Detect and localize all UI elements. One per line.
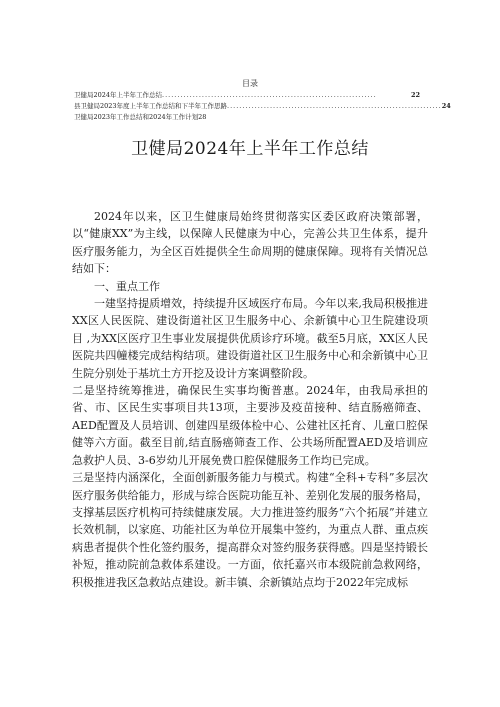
toc-leader-dots: ...................................................................... [162, 91, 377, 99]
toc-page-number: 24 [441, 102, 451, 110]
table-of-contents [74, 90, 451, 123]
document-title: 卫健局2024年上半年工作总结 [131, 139, 369, 159]
toc-entry[interactable] [74, 101, 451, 112]
intro-paragraph: 2024年以来，区卫生健康局始终贯彻落实区委区政府决策部署，以“健康XX”为主线，以保障人民健康为中心，完善公共卫生体系，提升医疗服务能力，为全区百姓提供全生命周期的健康保障。现将有关情况总结如下： [72, 210, 428, 276]
toc-page-number: 22 [410, 91, 420, 99]
section-heading: 一、重点工作 [94, 279, 160, 293]
paragraph-item-1: 一建坚持提质增效，持续提升区域医疗布局。今年以来,我局积极推进XX区人民医院、建设街道社区卫生服务中心、余新镇中心卫生院建设项目 ,为XX区医疗卫生事业发展提供优质诊疗环境。截至5月底，XX区人民医院共四幢楼完成结构结项。建设街道社区卫生服务中心和余新镇中心卫生院分别处于基坑土方开挖及设计方案调整阶段。 [72, 297, 428, 380]
paragraph-item-3: 三是坚持内涵深化，全面创新服务能力与模式。构建“全科+专科”多层次医疗服务供给能力，形成与综合医院功能互补、差别化发展的服务格局，支撑基层医疗机构可持续健康发展。大力推进签约服务“六个拓展”并建立长效机制，以家庭、功能社区为单位开展集中签约，为重点人群、重点疾病患者提供个性化签约服务，提高群众对签约服务获得感。四是坚持锻长补短，推动院前急救体系建设。一方面，依托嘉兴市本级院前急救网络，积极推进我区急救站点建设。新丰镇、余新镇站点均于2022年完成标 [72, 471, 428, 589]
toc-leader-dots: ...................................................................... [227, 102, 442, 110]
document-body [72, 208, 428, 591]
paragraph-item-2: 二是坚持统筹推进，确保民生实事均衡普惠。2024年，由我局承担的省、市、区民生实事项目共13项，主要涉及疫苗接种、结直肠癌筛查、AED配置及人员培训、创建四星级体检中心、公建社区托育、儿童口腔保健等六方面。截至目前,结直肠癌筛查工作、公共场所配置AED及培训应急救护人员、3-6岁幼儿开展免费口腔保健服务工作均已完成。 [72, 384, 428, 467]
toc-entry-text: 卫健局2024年上半年工作总结 [74, 91, 163, 99]
toc-entry[interactable] [74, 112, 420, 123]
toc-title: 目录 [242, 79, 258, 88]
toc-entry-text: 县卫健局2023年度上半年工作总结和下半年工作思路 [74, 102, 228, 110]
toc-entry-text: 卫健局2023年工作总结和2024年工作计划28 [74, 113, 207, 121]
toc-entry[interactable] [74, 90, 420, 101]
